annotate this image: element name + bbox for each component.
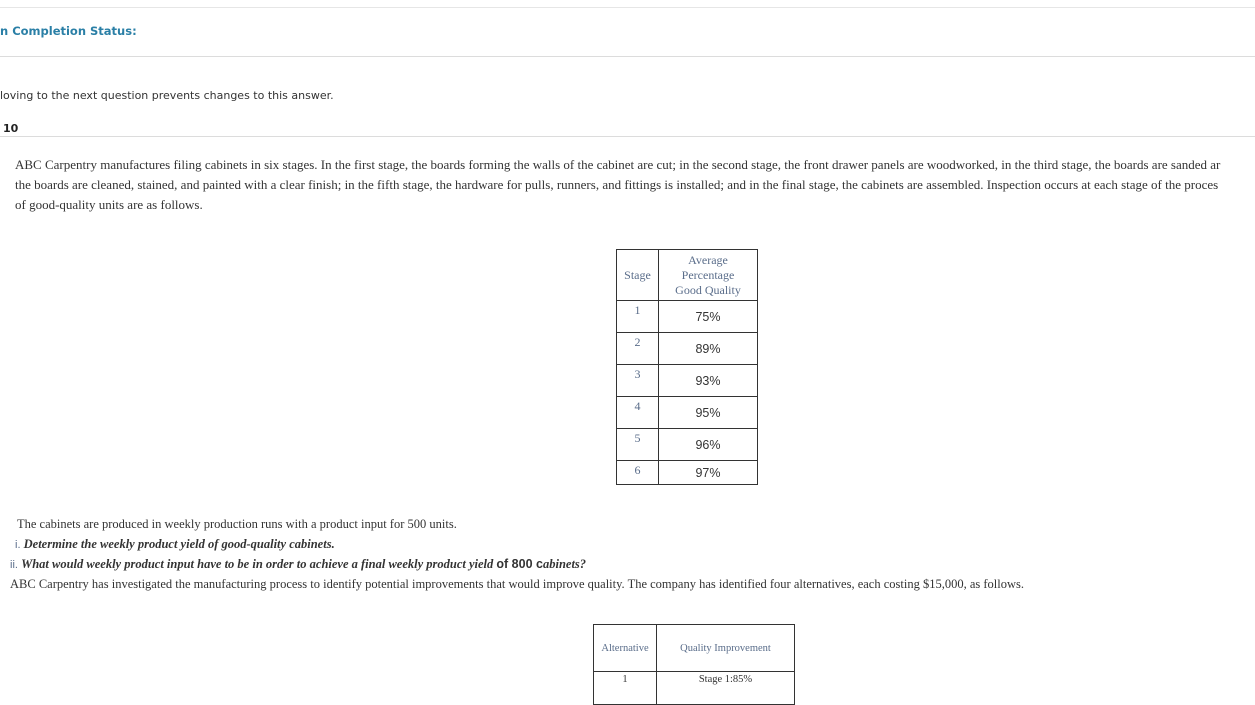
- stage-cell: 5: [617, 429, 659, 461]
- part-i-roman: i.: [15, 539, 21, 551]
- stage-cell: 4: [617, 397, 659, 429]
- top-divider: [0, 7, 1255, 8]
- percentage-cell: 93%: [659, 365, 758, 397]
- part-ii-roman: ii.: [10, 559, 18, 571]
- section-divider: [0, 56, 1255, 57]
- part-ii-question: [10, 557, 586, 572]
- average-percentage-header: [659, 250, 758, 301]
- alternatives-table: [593, 624, 795, 705]
- part-ii-tail: abinets?: [542, 557, 587, 571]
- improvement-cell: Stage 1:85%: [657, 672, 795, 705]
- table-row: [617, 333, 758, 365]
- stage-cell: 6: [617, 461, 659, 485]
- table-row: [594, 672, 795, 705]
- alternative-header: Alternative: [594, 625, 657, 672]
- table-row: [617, 429, 758, 461]
- part-ii-tail-bold: of 800 c: [496, 557, 543, 571]
- header-line: Percentage: [681, 267, 735, 282]
- stage-cell: 2: [617, 333, 659, 365]
- production-sentence: The cabinets are produced in weekly production runs with a product input for 500 units.: [17, 517, 457, 531]
- table-row: [617, 365, 758, 397]
- navigation-warning: loving to the next question prevents changes to this answer.: [0, 89, 334, 102]
- table-row: [617, 301, 758, 333]
- percentage-cell: 96%: [659, 429, 758, 461]
- table-row: [617, 397, 758, 429]
- stage-cell: 3: [617, 365, 659, 397]
- percentage-cell: 75%: [659, 301, 758, 333]
- question-number: 10: [3, 122, 19, 135]
- percentage-cell: 95%: [659, 397, 758, 429]
- part-i-text: Determine the weekly product yield of good-quality cabinets.: [23, 537, 335, 551]
- percentage-cell: 89%: [659, 333, 758, 365]
- header-line: Good Quality: [675, 282, 741, 297]
- percentage-cell: 97%: [659, 461, 758, 485]
- paragraph-line: of good-quality units are as follows.: [15, 197, 203, 212]
- header-line: Average: [688, 252, 728, 267]
- stage-header: Stage: [617, 250, 659, 301]
- part-i-question: [15, 537, 335, 552]
- paragraph-line: the boards are cleaned, stained, and painted with a clear finish; in the fifth stage, the hardware for pulls, runners, and fittings is installed; and in the final stage, the cabinets are assembled. Inspection occurs at each stage of the proces: [15, 177, 1219, 192]
- completion-status-label: n Completion Status:: [0, 24, 137, 38]
- alternative-cell: 1: [594, 672, 657, 705]
- stage-quality-table: [616, 249, 758, 485]
- part-ii-text: What would weekly product input have to be in order to achieve a final weekly product yield: [21, 557, 494, 571]
- investigation-sentence: ABC Carpentry has investigated the manufacturing process to identify potential improvements that would improve quality. The company has identified four alternatives, each costing $15,000, as follows.: [10, 577, 1024, 591]
- question-divider: [0, 136, 1255, 137]
- question-paragraph: [15, 155, 1255, 215]
- table-row: [617, 461, 758, 485]
- stage-cell: 1: [617, 301, 659, 333]
- paragraph-line: ABC Carpentry manufactures filing cabinets in six stages. In the first stage, the boards forming the walls of the cabinet are cut; in the second stage, the front drawer panels are woodworked, in the third stage, the boards are sanded ar: [15, 157, 1221, 172]
- quality-improvement-header: Quality Improvement: [657, 625, 795, 672]
